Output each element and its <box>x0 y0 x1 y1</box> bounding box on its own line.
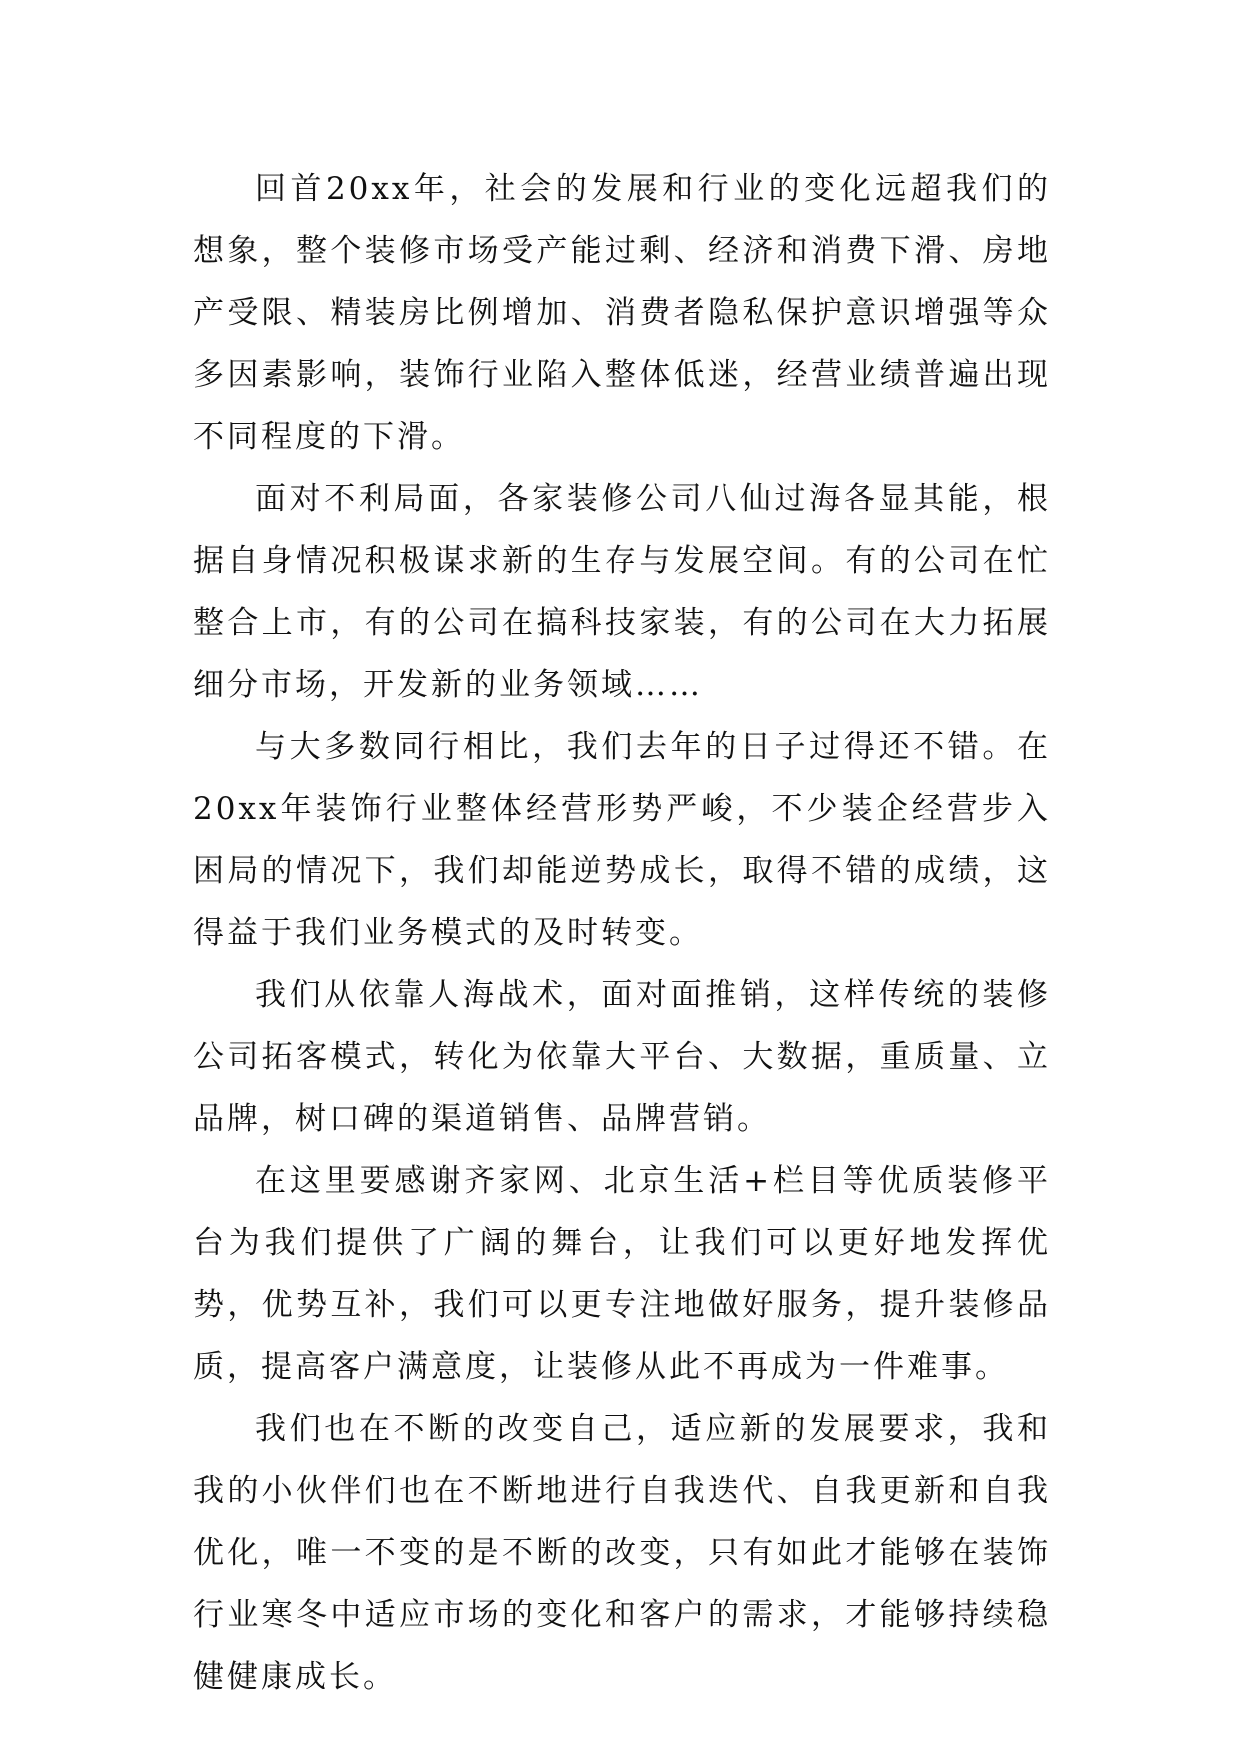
paragraph-2: 面对不利局面，各家装修公司八仙过海各显其能，根据自身情况积极谋求新的生存与发展空间。有的公司在忙整合上市，有的公司在搞科技家装，有的公司在大力拓展细分市场，开发新的业务领域…… <box>193 481 1051 703</box>
paragraph-1: 回首20xx年，社会的发展和行业的变化远超我们的想象，整个装修市场受产能过剩、经济和消费下滑、房地产受限、精装房比例增加、消费者隐私保护意识增强等众多因素影响，装饰行业陷入整体低迷，经营业绩普遍出现不同程度的下滑。 <box>193 171 1051 455</box>
paragraph-6: 我们也在不断的改变自己，适应新的发展要求，我和我的小伙伴们也在不断地进行自我迭代、自我更新和自我优化，唯一不变的是不断的改变，只有如此才能够在装饰行业寒冬中适应市场的变化和客户的需求，才能够持续稳健健康成长。 <box>193 1411 1051 1695</box>
paragraph-3: 与大多数同行相比，我们去年的日子过得还不错。在20xx年装饰行业整体经营形势严峻，不少装企经营步入困局的情况下，我们却能逆势成长，取得不错的成绩，这得益于我们业务模式的及时转变。 <box>193 729 1051 951</box>
paragraph-5: 在这里要感谢齐家网、北京生活+栏目等优质装修平台为我们提供了广阔的舞台，让我们可以更好地发挥优势，优势互补，我们可以更专注地做好服务，提升装修品质，提高客户满意度，让装修从此不再成为一件难事。 <box>193 1163 1051 1385</box>
paragraph-4: 我们从依靠人海战术，面对面推销，这样传统的装修公司拓客模式，转化为依靠大平台、大数据，重质量、立品牌，树口碑的渠道销售、品牌营销。 <box>193 977 1051 1137</box>
document-body <box>193 158 1051 1708</box>
